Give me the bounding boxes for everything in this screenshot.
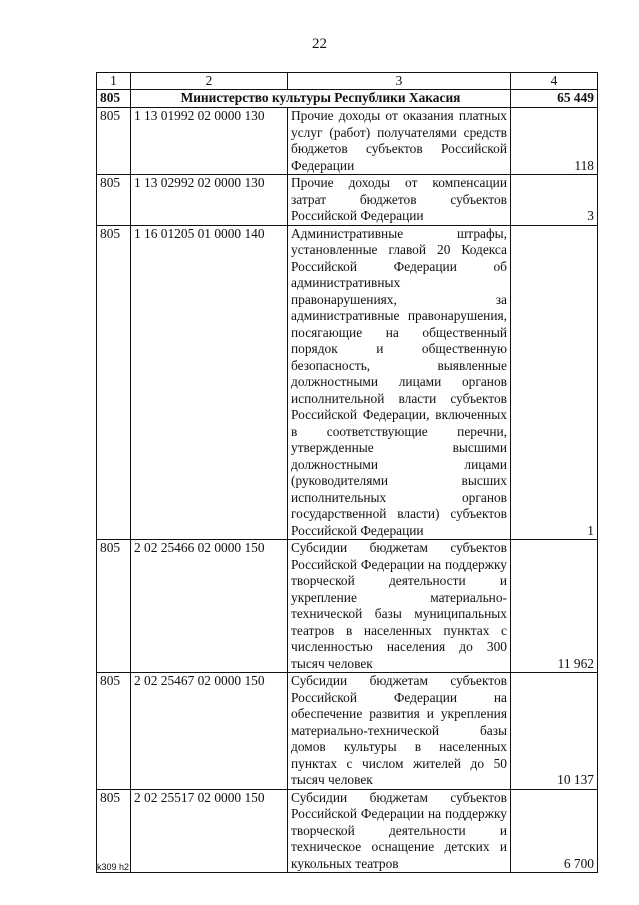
budget-code-cell: 2 02 25517 02 0000 150 (131, 789, 288, 873)
income-name-cell: Субсидии бюджетам субъектов Российской Федерации на обеспечение развития и укрепления материально-технической базы домов культуры в населенных пунктах с числом жителей до 50 тысяч человек (288, 673, 511, 790)
revenue-table (96, 72, 598, 873)
table-row (97, 789, 598, 873)
budget-code-cell: 1 13 01992 02 0000 130 (131, 108, 288, 175)
column-number-row (97, 73, 598, 90)
income-name-cell: Прочие доходы от оказания платных услуг (работ) получателями средств бюджетов субъектов Российской Федерации (288, 108, 511, 175)
admin-code-cell: 805 (97, 673, 131, 790)
table-row (97, 540, 598, 673)
table-row (97, 175, 598, 226)
income-name-cell: Субсидии бюджетам субъектов Российской Федерации на поддержку творческой деятельности и техническое оснащение детских и кукольных театров (288, 789, 511, 873)
admin-code-cell: 805 (97, 789, 131, 873)
amount-cell: 6 700 (511, 789, 598, 873)
column-number: 4 (511, 73, 598, 90)
admin-code-cell: 805 (97, 540, 131, 673)
amount-cell: 3 (511, 175, 598, 226)
admin-code-cell: 805 (97, 225, 131, 540)
ministry-header-row (97, 90, 598, 108)
amount-cell: 11 962 (511, 540, 598, 673)
budget-code-cell: 1 16 01205 01 0000 140 (131, 225, 288, 540)
income-name-cell: Прочие доходы от компенсации затрат бюджетов субъектов Российской Федерации (288, 175, 511, 226)
footer-document-code: k309 h2 (97, 862, 130, 872)
amount-cell: 1 (511, 225, 598, 540)
page-number: 22 (312, 36, 327, 52)
income-name-cell: Субсидии бюджетам субъектов Российской Федерации на поддержку творческой деятельности и укрепление материально-технической базы муниципальных театров в населенных пунктах с численностью населения до 300 тысяч человек (288, 540, 511, 673)
column-number: 1 (97, 73, 131, 90)
ministry-title: Министерство культуры Республики Хакасия (131, 90, 511, 108)
table-row (97, 225, 598, 540)
budget-code-cell: 1 13 02992 02 0000 130 (131, 175, 288, 226)
budget-code-cell: 2 02 25466 02 0000 150 (131, 540, 288, 673)
table-row (97, 108, 598, 175)
admin-code-cell: 805 (97, 108, 131, 175)
column-number: 2 (131, 73, 288, 90)
table-row (97, 673, 598, 790)
income-name-cell: Административные штрафы, установленные главой 20 Кодекса Российской Федерации об административных правонарушениях, за административные правонарушения, посягающие на общественный порядок и общественную безопасность, выявленные должностными лицами органов исполнительной власти субъектов Российской Федерации, включенных в соответствующие перечни, утвержденные высшими должностными лицами (руководителями высших исполнительных органов государственной власти) субъектов Российской Федерации (288, 225, 511, 540)
ministry-admin-code: 805 (97, 90, 131, 108)
amount-cell: 118 (511, 108, 598, 175)
column-number: 3 (288, 73, 511, 90)
admin-code-cell: 805 (97, 175, 131, 226)
budget-code-cell: 2 02 25467 02 0000 150 (131, 673, 288, 790)
ministry-total-amount: 65 449 (511, 90, 598, 108)
amount-cell: 10 137 (511, 673, 598, 790)
